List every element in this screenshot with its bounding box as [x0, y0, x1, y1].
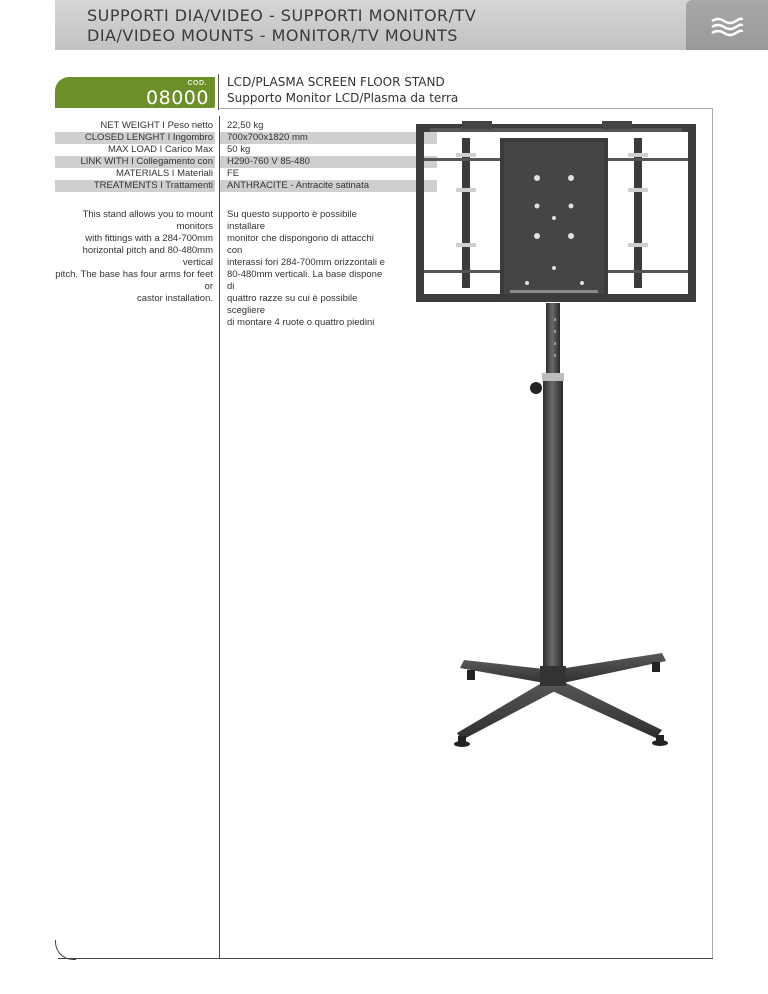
waves-icon [710, 17, 744, 37]
spec-label: NET WEIGHT I Peso netto [100, 120, 213, 131]
spec-row [55, 168, 355, 180]
product-title-en: LCD/PLASMA SCREEN FLOOR STAND [227, 75, 445, 89]
description-line: di montare 4 ruote o quattro piedini [227, 317, 375, 328]
section-tab [686, 0, 768, 50]
content-top-rule [219, 108, 713, 109]
spec-value: 50 kg [227, 144, 251, 155]
product-title-it: Supporto Monitor LCD/Plasma da terra [227, 91, 459, 105]
spec-label: MATERIALS I Materiali [116, 168, 213, 179]
header-title-line1: SUPPORTI DIA/VIDEO - SUPPORTI MONITOR/TV [87, 6, 477, 25]
description-line: This stand allows you to mount monitors [82, 209, 213, 232]
description-en [55, 209, 213, 305]
title-divider [218, 74, 219, 110]
floor-stand-image [412, 118, 702, 758]
spec-label: MAX LOAD I Carico Max [107, 144, 213, 155]
spec-row [55, 156, 355, 168]
description-line: monitor che dispongono di attacchi con [227, 233, 374, 256]
product-code: 08000 [146, 87, 209, 109]
content-bottom-rule [58, 958, 713, 959]
bottom-corner [55, 940, 76, 960]
stand-base [454, 653, 668, 747]
description-line: interassi fori 284-700mm orizzontali e [227, 257, 385, 268]
column-divider [219, 116, 220, 959]
spec-value: H290-760 V 85-480 [227, 156, 310, 167]
description-line: horizontal pitch and 80-480mm vertical [82, 245, 213, 268]
code-label: COD. [187, 80, 207, 87]
spec-value: ANTHRACITE - Antracite satinata [227, 180, 370, 191]
spec-row [55, 144, 355, 156]
mount-frame [420, 121, 692, 298]
stand-pole [530, 303, 564, 671]
description-it [227, 209, 389, 329]
spec-value: 22,50 kg [227, 120, 264, 131]
product-code-box [55, 77, 215, 108]
spec-row [55, 132, 355, 144]
description-line: Su questo supporto è possibile installare [227, 209, 357, 232]
description-line: with fittings with a 284-700mm [85, 233, 213, 244]
spec-label: LINK WITH I Collegamento con [80, 156, 213, 167]
spec-label: CLOSED LENGHT I Ingombro [84, 132, 213, 143]
content-right-rule [712, 108, 713, 959]
description-line: castor installation. [136, 293, 213, 304]
spec-value: FE [227, 168, 240, 179]
spec-value: 700x700x1820 mm [227, 132, 308, 143]
spec-row [55, 120, 355, 132]
spec-label: TREATMENTS I Trattamenti [93, 180, 213, 191]
spec-row [55, 180, 370, 192]
description-line: 80-480mm verticali. La base dispone di [227, 269, 383, 292]
description-line: pitch. The base has four arms for feet or [55, 269, 213, 292]
description-line: quattro razze su cui è possibile scegliere [227, 293, 358, 316]
header-title-line2: DIA/VIDEO MOUNTS - MONITOR/TV MOUNTS [87, 26, 458, 45]
page-header [55, 0, 768, 50]
